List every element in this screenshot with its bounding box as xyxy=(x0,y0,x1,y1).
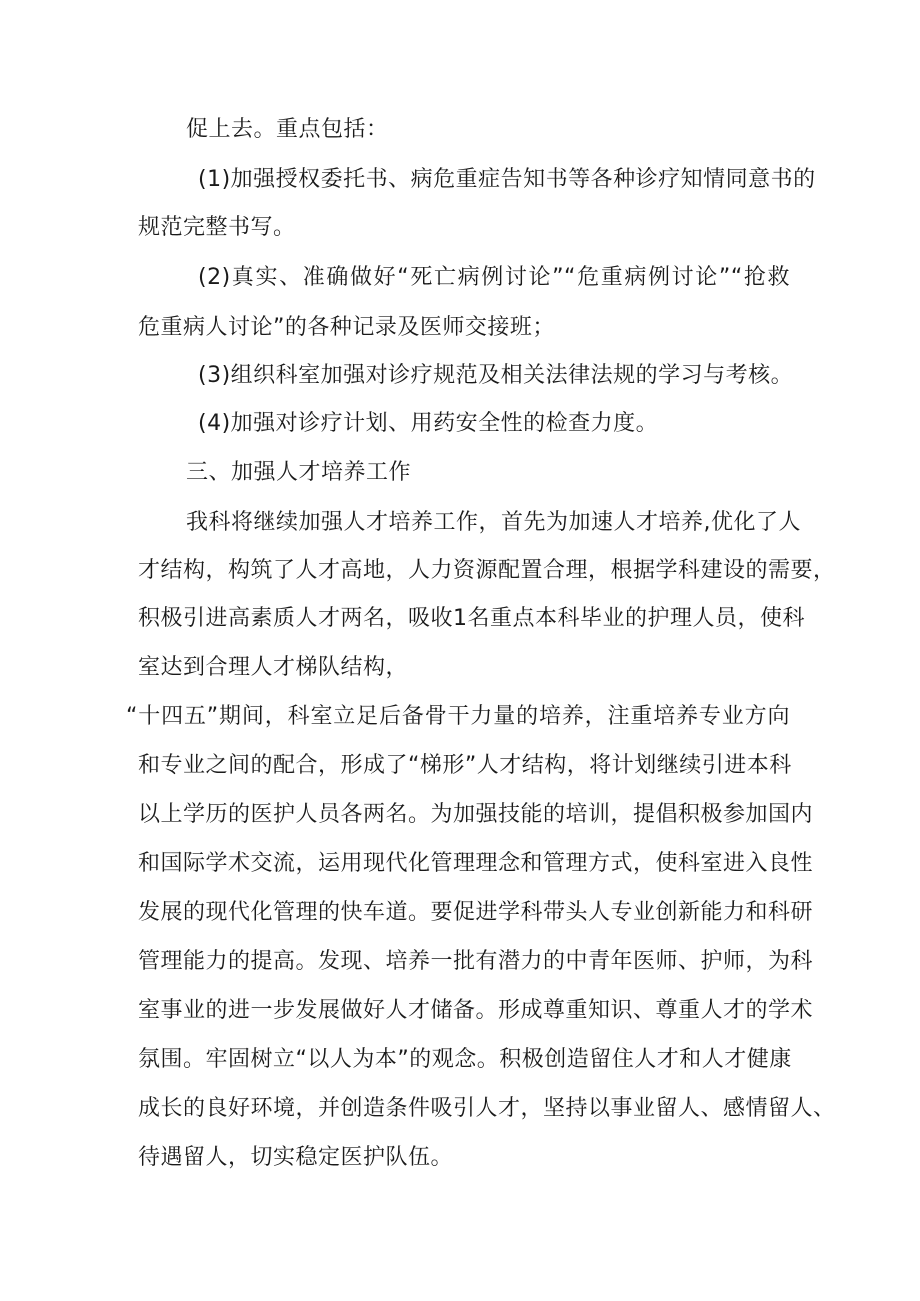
paragraph-line: 成长的良好环境，并创造条件吸引人才，坚持以事业留人、感情留人、 xyxy=(138,1096,836,1121)
paragraph-line: 才结构，构筑了人才高地，人力资源配置合理，根据学科建设的需要， xyxy=(138,558,836,583)
section-heading: 三、加强人才培养工作 xyxy=(186,460,412,485)
paragraph-line: 我科将继续加强人才培养工作，首先为加速人才培养,优化了人 xyxy=(186,510,801,535)
list-item-4: (4)加强对诊疗计划、用药安全性的检查力度。 xyxy=(198,411,659,436)
paragraph-line: 发展的现代化管理的快车道。要促进学科带头人专业创新能力和科研 xyxy=(138,900,814,925)
text-line: 危重病人讨论”的各种记录及医师交接班； xyxy=(138,315,555,340)
paragraph-line: 室达到合理人才梯队结构， xyxy=(138,655,409,680)
paragraph-line: 以上学历的医护人员各两名。为加强技能的培训，提倡积极参加国内 xyxy=(138,802,814,827)
paragraph-line: 室事业的进一步发展做好人才储备。形成尊重知识、尊重人才的学术 xyxy=(138,998,814,1023)
text-line: 促上去。重点包括： xyxy=(186,117,389,142)
paragraph-line: 待遇留人，切实稳定医护队伍。 xyxy=(138,1145,454,1170)
list-item-2: (2)真实、准确做好“死亡病例讨论”“危重病例讨论”“抢救 xyxy=(198,265,790,290)
paragraph-line: 管理能力的提高。发现、培养一批有潜力的中青年医师、护师，为科 xyxy=(138,949,814,974)
paragraph-line: 和专业之间的配合，形成了“梯形”人才结构，将计划继续引进本科 xyxy=(138,753,792,778)
paragraph-line: 氛围。牢固树立“以人为本”的观念。积极创造留住人才和人才健康 xyxy=(138,1047,792,1072)
text-line: 规范完整书写。 xyxy=(138,215,296,240)
paragraph-line: 和国际学术交流，运用现代化管理理念和管理方式，使科室进入良性 xyxy=(138,851,814,876)
paragraph-line: “十四五”期间，科室立足后备骨干力量的培养，注重培养专业方向 xyxy=(126,704,790,729)
list-item-1: (1)加强授权委托书、病危重症告知书等各种诊疗知情同意书的 xyxy=(198,167,816,192)
list-item-3: (3)组织科室加强对诊疗规范及相关法律法规的学习与考核。 xyxy=(198,363,794,388)
paragraph-line: 积极引进高素质人才两名，吸收1名重点本科毕业的护理人员，使科 xyxy=(138,606,805,631)
